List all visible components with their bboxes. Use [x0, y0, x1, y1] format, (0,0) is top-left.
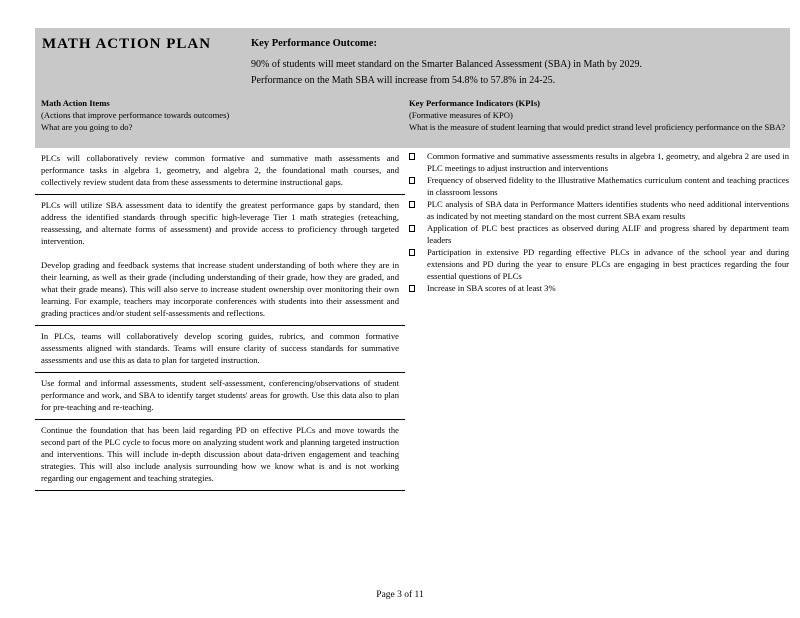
- kpi-column: [407, 148, 789, 294]
- kpi-list: [407, 150, 789, 294]
- action-items-header: [41, 97, 401, 133]
- kpi-text: Frequency of observed fidelity to the Illustrative Mathematics curriculum content and teaching practices in classroom lessons: [427, 175, 789, 197]
- action-item: Develop grading and feedback systems that increase student understanding of both where they are in their learning, as well as their grade (including understanding of their grade, how they are graded, and what their grade means). This will also serve to increase student ownership over monitoring their own learning. For example, teachers may incorporate conferences with students into their assessment and grading practices and/or student self-assessments and reflections.: [41, 260, 399, 318]
- column-headers: [35, 88, 790, 148]
- action-item-cell: [35, 195, 405, 326]
- key-performance-label: Key Performance Outcome:: [251, 38, 377, 49]
- bullet-icon: [409, 225, 415, 232]
- kpi-text: PLC analysis of SBA data in Performance Matters identifies students who need additional interventions as indicated by not meeting standard on the most current SBA exam results: [427, 199, 789, 221]
- kpi-item: [407, 222, 789, 246]
- kpi-text: Increase in SBA scores of at least 3%: [427, 283, 556, 293]
- action-item-cell: [35, 326, 405, 373]
- bullet-icon: [409, 177, 415, 184]
- kpi-item: [407, 174, 789, 198]
- kpi-text: Application of PLC best practices as observed during ALIF and progress shared by department team leaders: [427, 223, 789, 245]
- action-item-cell: [35, 420, 405, 491]
- action-items-question: What are you going to do?: [41, 122, 133, 132]
- action-items-title: Math Action Items: [41, 98, 110, 108]
- kpi-text: Participation in extensive PD regarding effective PLCs in advance of the school year and during extensions and PD during the year to ensure PLCs are engaging in best practices regarding the four essential questions of PLCs: [427, 247, 789, 281]
- kpi-title: Key Performance Indicators (KPIs): [409, 98, 541, 108]
- bullet-icon: [409, 201, 415, 208]
- action-plan-table: [35, 28, 790, 591]
- page-number: Page 3 of 11: [376, 590, 424, 600]
- bullet-icon: [409, 285, 415, 292]
- action-item: In PLCs, teams will collaboratively develop scoring guides, rubrics, and common formative assessments aligned with standards. Teams will ensure clarity of success standards for summative assessments and use this as data to plan for targeted instruction.: [41, 331, 399, 365]
- kpi-item: [407, 198, 789, 222]
- kpi-item: [407, 282, 789, 294]
- kpi-subtitle: (Formative measures of KPO): [409, 110, 513, 120]
- action-item: PLCs will utilize SBA assessment data to identify the greatest performance gaps by standard, then address the identified standards through specific high-leverage Tier 1 math strategies (reteaching, reassessing, and alternate forms of assessment) and provide access to proficiency through targeted intervention.: [41, 200, 399, 246]
- action-item: PLCs will collaboratively review common formative and summative math assessments and performance tasks in algebra 1, geometry, and algebra 2, the foundational math courses, and collectively review student data from these assessments to determine instructional gaps.: [41, 153, 399, 187]
- kpi-text: Common formative and summative assessments results in algebra 1, geometry, and algebra 2 are used in PLC meetings to adjust instruction and interventions: [427, 151, 789, 173]
- kpi-item: [407, 246, 789, 282]
- action-items-subtitle: (Actions that improve performance towards outcomes): [41, 110, 230, 120]
- bullet-icon: [409, 249, 415, 256]
- action-item-cell: [35, 148, 405, 195]
- outcome-statement: 90% of students will meet standard on the Smarter Balanced Assessment (SBA) in Math by 2029.: [251, 59, 643, 70]
- action-item: Use formal and informal assessments, student self-assessment, conferencing/observations of student performance and work, and SBA to identify target students' areas for growth. Use this data also to plan for pre-teaching and re-teaching.: [41, 378, 399, 412]
- action-item: Continue the foundation that has been laid regarding PD on effective PLCs and move towards the second part of the PLC cycle to focus more on analyzing student work and planning targeted instruction and interventions. This will include in-depth discussion about data-driven engagement and teaching strategies. This will also include analysis surrounding how we know what is and is not working regarding our engagement and teaching strategies.: [41, 425, 399, 483]
- kpi-question: What is the measure of student learning that would predict strand level proficiency performance on the SBA?: [409, 122, 786, 132]
- kpi-item: [407, 150, 789, 174]
- performance-target: Performance on the Math SBA will increase from 54.8% to 57.8% in 24-25.: [251, 75, 556, 86]
- plan-body: [35, 148, 790, 591]
- plan-header: [35, 28, 790, 88]
- action-items-column: [35, 148, 405, 491]
- action-item-cell: [35, 373, 405, 420]
- bullet-icon: [409, 153, 415, 160]
- page-title: MATH ACTION PLAN: [42, 36, 212, 52]
- kpi-header: [409, 97, 787, 133]
